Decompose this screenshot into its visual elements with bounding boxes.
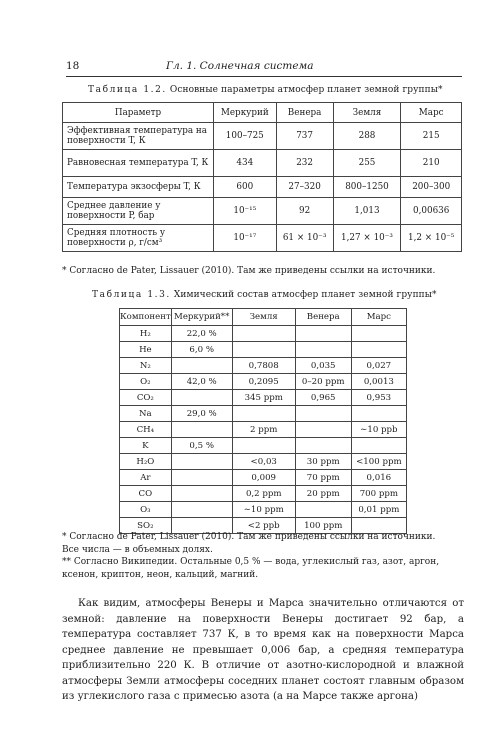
table-1-2 [62, 102, 462, 252]
value-cell: 100 ppm [295, 518, 351, 534]
running-title: Гл. 1. Солнечная система [166, 60, 314, 72]
value-cell: 61 × 10⁻³ [276, 225, 333, 252]
column-header: Венера [295, 309, 351, 326]
table-row [63, 123, 462, 150]
table-row [63, 150, 462, 177]
value-cell: 0,953 [351, 390, 406, 406]
value-cell [295, 406, 351, 422]
column-header: Меркурий** [171, 309, 232, 326]
param-cell: Эффективная температура на поверхности T, К [63, 123, 214, 150]
table-row [120, 438, 407, 454]
value-cell [232, 342, 295, 358]
footnote-line: ксенон, криптон, неон, кальций, магний. [62, 569, 259, 580]
table-row [120, 454, 407, 470]
value-cell: 10⁻¹⁷ [214, 225, 277, 252]
value-cell: 0,7808 [232, 358, 295, 374]
column-header: Меркурий [214, 103, 277, 123]
value-cell: 434 [214, 150, 277, 177]
value-cell: 1,2 × 10⁻⁵ [401, 225, 462, 252]
table-row [120, 406, 407, 422]
value-cell: 0,2095 [232, 374, 295, 390]
table-row [120, 422, 407, 438]
value-cell: 0,5 % [171, 438, 232, 454]
component-cell: K [120, 438, 172, 454]
table-row [120, 342, 407, 358]
value-cell: 737 [276, 123, 333, 150]
value-cell: 0,01 ppm [351, 502, 406, 518]
value-cell [351, 438, 406, 454]
value-cell: 600 [214, 177, 277, 198]
table-1-2-title: Основные параметры атмосфер планет земной группы* [169, 85, 443, 95]
value-cell [232, 406, 295, 422]
page-header [66, 60, 462, 72]
footnote-line: Все числа — в объемных долях. [62, 544, 213, 555]
paragraph: Как видим, атмосферы Венеры и Марса значительно отличаются от земной: давление на поверхности Венеры достигает 92 бар, а температура составляет 737 К, в то время как на поверхности Марса среднее давление не превышает 0,006 бар, а средняя температура приблизительно 220 К. В отличие от азотно-кислородной и влажной атмосферы Земли атмосферы соседних планет состоят главным образом из углекислого газа с примесью азота (а на Марсе также аргона) [62, 598, 464, 702]
value-cell [171, 358, 232, 374]
value-cell: 200–300 [401, 177, 462, 198]
value-cell: <0,03 [232, 454, 295, 470]
component-cell: He [120, 342, 172, 358]
value-cell: 20 ppm [295, 486, 351, 502]
value-cell: 29,0 % [171, 406, 232, 422]
component-cell: CO₂ [120, 390, 172, 406]
body-text [62, 596, 464, 705]
table-row [63, 177, 462, 198]
component-cell: O₃ [120, 502, 172, 518]
param-cell: Средняя плотность у поверхности ρ, г/см³ [63, 225, 214, 252]
column-header: Марс [401, 103, 462, 123]
table-row [120, 486, 407, 502]
page-number: 18 [66, 60, 80, 72]
value-cell [351, 342, 406, 358]
column-header: Марс [351, 309, 406, 326]
value-cell [232, 438, 295, 454]
component-cell: O₂ [120, 374, 172, 390]
value-cell: 10⁻¹⁵ [214, 198, 277, 225]
table-row [120, 358, 407, 374]
value-cell: 0,027 [351, 358, 406, 374]
table-1-3-footnotes [62, 531, 439, 581]
value-cell: 0,0013 [351, 374, 406, 390]
table-row [63, 225, 462, 252]
value-cell [171, 454, 232, 470]
value-cell: <100 ppm [351, 454, 406, 470]
value-cell: 0,965 [295, 390, 351, 406]
value-cell: 30 ppm [295, 454, 351, 470]
value-cell [295, 326, 351, 342]
value-cell: 42,0 % [171, 374, 232, 390]
column-header: Параметр [63, 103, 214, 123]
component-cell: CO [120, 486, 172, 502]
component-cell: CH₄ [120, 422, 172, 438]
value-cell [295, 438, 351, 454]
table-row [120, 390, 407, 406]
value-cell: 0–20 ppm [295, 374, 351, 390]
value-cell: 255 [333, 150, 401, 177]
value-cell [232, 326, 295, 342]
column-header: Венера [276, 103, 333, 123]
header-rule [66, 76, 462, 77]
value-cell [351, 406, 406, 422]
component-cell: Ar [120, 470, 172, 486]
value-cell: 6,0 % [171, 342, 232, 358]
component-cell: H₂ [120, 326, 172, 342]
value-cell: 0,2 ppm [232, 486, 295, 502]
value-cell [295, 342, 351, 358]
value-cell [171, 390, 232, 406]
value-cell: ∼10 ppb [351, 422, 406, 438]
table-header-row [120, 309, 407, 326]
footnote-line: * Согласно de Pater, Lissauer (2010). Там же приведены ссылки на источники. [62, 532, 436, 542]
value-cell: 92 [276, 198, 333, 225]
table-1-2-caption [88, 85, 443, 95]
value-cell: 345 ppm [232, 390, 295, 406]
param-cell: Равновесная температура T, К [63, 150, 214, 177]
value-cell: 2 ppm [232, 422, 295, 438]
footnote-line: ** Согласно Википедии. Остальные 0,5 % — вода, углекислый газ, азот, аргон, [62, 557, 440, 567]
value-cell: 0,016 [351, 470, 406, 486]
value-cell: 1,27 × 10⁻³ [333, 225, 401, 252]
value-cell [171, 470, 232, 486]
component-cell: H₂O [120, 454, 172, 470]
table-1-3-label: Таблица 1.3. [92, 290, 171, 300]
table-1-2-footnote: * Согласно de Pater, Lissauer (2010). Там же приведены ссылки на источники. [62, 266, 436, 276]
value-cell: 100–725 [214, 123, 277, 150]
param-cell: Среднее давление у поверхности P, бар [63, 198, 214, 225]
param-cell: Температура экзосферы T, К [63, 177, 214, 198]
value-cell: 215 [401, 123, 462, 150]
value-cell: <2 ppb [232, 518, 295, 534]
component-cell: SO₂ [120, 518, 172, 534]
column-header: Земля [232, 309, 295, 326]
value-cell [295, 502, 351, 518]
value-cell: 27–320 [276, 177, 333, 198]
column-header: Земля [333, 103, 401, 123]
component-cell: N₂ [120, 358, 172, 374]
value-cell: 70 ppm [295, 470, 351, 486]
table-row [120, 326, 407, 342]
value-cell [171, 486, 232, 502]
value-cell: 700 ppm [351, 486, 406, 502]
value-cell: 800–1250 [333, 177, 401, 198]
value-cell: ∼10 ppm [232, 502, 295, 518]
table-row [120, 470, 407, 486]
value-cell: 210 [401, 150, 462, 177]
table-row [120, 502, 407, 518]
table-header-row [63, 103, 462, 123]
table-row [120, 374, 407, 390]
value-cell: 288 [333, 123, 401, 150]
value-cell [171, 502, 232, 518]
value-cell: 0,00636 [401, 198, 462, 225]
component-cell: Na [120, 406, 172, 422]
table-1-3-caption [92, 290, 437, 300]
table-1-3 [119, 308, 407, 534]
table-1-3-body [120, 326, 407, 534]
value-cell: 232 [276, 150, 333, 177]
value-cell: 1,013 [333, 198, 401, 225]
value-cell [295, 422, 351, 438]
table-row [63, 198, 462, 225]
value-cell: 22,0 % [171, 326, 232, 342]
column-header: Компонент [120, 309, 172, 326]
table-1-2-label: Таблица 1.2. [88, 85, 167, 95]
value-cell: 0,035 [295, 358, 351, 374]
value-cell [171, 422, 232, 438]
table-1-3-title: Химический состав атмосфер планет земной группы* [173, 290, 437, 300]
value-cell [351, 326, 406, 342]
value-cell: 0,009 [232, 470, 295, 486]
